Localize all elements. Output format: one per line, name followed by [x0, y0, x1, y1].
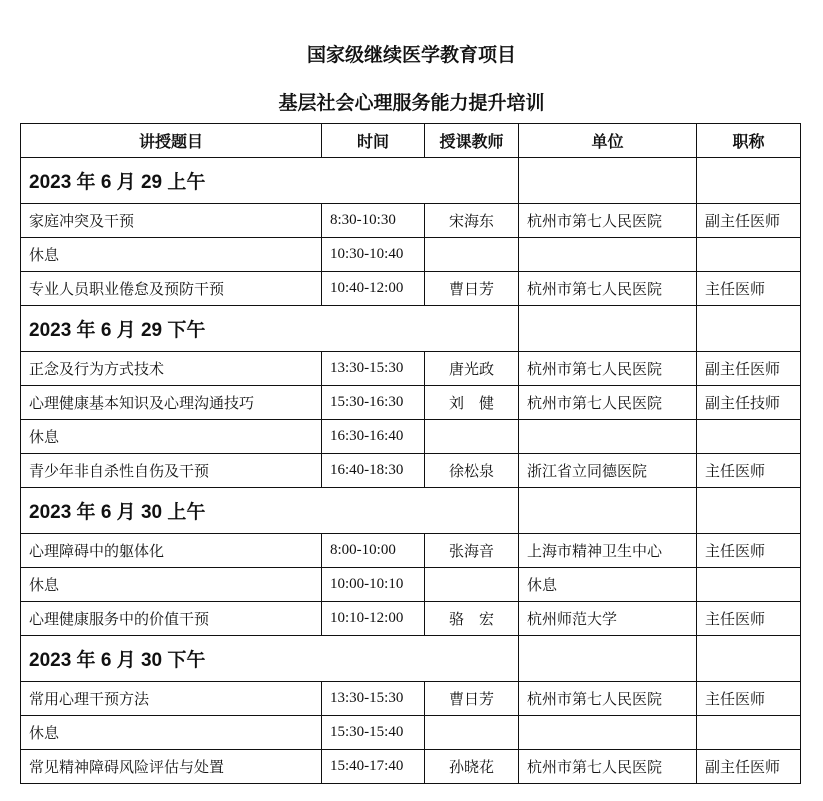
table-row: [21, 420, 801, 454]
job-title-cell: [697, 238, 801, 272]
time-cell: 15:30-15:40: [322, 716, 425, 750]
job-title-cell: 主任医师: [697, 272, 801, 306]
table-row: [21, 568, 801, 602]
table-row: [21, 602, 801, 636]
job-title-cell: [697, 420, 801, 454]
unit-cell: 杭州市第七人民医院: [519, 386, 697, 420]
topic-cell: 家庭冲突及干预: [21, 204, 322, 238]
header-time: 时间: [322, 124, 425, 158]
time-cell: 15:30-16:30: [322, 386, 425, 420]
document-title: 国家级继续医学教育项目: [306, 44, 516, 66]
topic-cell: 休息: [21, 238, 322, 272]
table-row: [21, 682, 801, 716]
job-title-cell: 主任医师: [697, 534, 801, 568]
empty-cell: [697, 488, 801, 534]
section-date: 2023 年 6 月 30 上午: [21, 488, 519, 534]
empty-cell: [519, 636, 697, 682]
time-cell: 8:00-10:00: [322, 534, 425, 568]
unit-cell: 浙江省立同德医院: [519, 454, 697, 488]
teacher-cell: [425, 568, 519, 602]
teacher-cell: 骆 宏: [425, 602, 519, 636]
unit-cell: 杭州市第七人民医院: [519, 352, 697, 386]
time-cell: 10:40-12:00: [322, 272, 425, 306]
job-title-cell: 副主任技师: [697, 386, 801, 420]
empty-cell: [697, 306, 801, 352]
job-title-cell: 副主任医师: [697, 352, 801, 386]
unit-cell: 上海市精神卫生中心: [519, 534, 697, 568]
job-title-cell: 主任医师: [697, 454, 801, 488]
empty-cell: [697, 158, 801, 204]
teacher-cell: 刘 健: [425, 386, 519, 420]
teacher-cell: 宋海东: [425, 204, 519, 238]
time-cell: 10:30-10:40: [322, 238, 425, 272]
time-cell: 10:00-10:10: [322, 568, 425, 602]
job-title-cell: 副主任医师: [697, 204, 801, 238]
section-date: 2023 年 6 月 29 下午: [21, 306, 519, 352]
time-cell: 13:30-15:30: [322, 352, 425, 386]
unit-cell: [519, 716, 697, 750]
teacher-cell: 曹日芳: [425, 272, 519, 306]
empty-cell: [519, 158, 697, 204]
header-topic: 讲授题目: [21, 124, 322, 158]
unit-cell: [519, 420, 697, 454]
time-cell: 10:10-12:00: [322, 602, 425, 636]
unit-cell: 杭州市第七人民医院: [519, 204, 697, 238]
section-date: 2023 年 6 月 30 下午: [21, 636, 519, 682]
table-row: [21, 272, 801, 306]
table-row: [21, 386, 801, 420]
table-row: [21, 750, 801, 784]
topic-cell: 休息: [21, 568, 322, 602]
teacher-cell: [425, 716, 519, 750]
topic-cell: 专业人员职业倦怠及预防干预: [21, 272, 322, 306]
job-title-cell: [697, 568, 801, 602]
table-row: [21, 352, 801, 386]
job-title-cell: 副主任医师: [697, 750, 801, 784]
teacher-cell: 张海音: [425, 534, 519, 568]
topic-cell: 休息: [21, 716, 322, 750]
table-row: [21, 534, 801, 568]
empty-cell: [519, 488, 697, 534]
table-row: [21, 238, 801, 272]
empty-cell: [697, 636, 801, 682]
job-title-cell: [697, 716, 801, 750]
topic-cell: 正念及行为方式技术: [21, 352, 322, 386]
header-title: 职称: [697, 124, 801, 158]
table-row: [21, 716, 801, 750]
section-row: [21, 158, 801, 204]
section-row: [21, 636, 801, 682]
time-cell: 8:30-10:30: [322, 204, 425, 238]
unit-cell: [519, 238, 697, 272]
section-date: 2023 年 6 月 29 上午: [21, 158, 519, 204]
empty-cell: [519, 306, 697, 352]
table-row: [21, 454, 801, 488]
topic-cell: 心理健康服务中的价值干预: [21, 602, 322, 636]
unit-cell: 杭州市第七人民医院: [519, 682, 697, 716]
time-cell: 16:30-16:40: [322, 420, 425, 454]
teacher-cell: 唐光政: [425, 352, 519, 386]
table-header-row: [21, 124, 801, 158]
time-cell: 16:40-18:30: [322, 454, 425, 488]
unit-cell: 休息: [519, 568, 697, 602]
topic-cell: 心理障碍中的躯体化: [21, 534, 322, 568]
teacher-cell: 徐松泉: [425, 454, 519, 488]
schedule-table: [20, 123, 801, 784]
section-row: [21, 306, 801, 352]
teacher-cell: [425, 238, 519, 272]
header-teacher: 授课教师: [425, 124, 519, 158]
header-unit: 单位: [519, 124, 697, 158]
topic-cell: 休息: [21, 420, 322, 454]
unit-cell: 杭州市第七人民医院: [519, 750, 697, 784]
unit-cell: 杭州师范大学: [519, 602, 697, 636]
topic-cell: 青少年非自杀性自伤及干预: [21, 454, 322, 488]
unit-cell: 杭州市第七人民医院: [519, 272, 697, 306]
section-row: [21, 488, 801, 534]
teacher-cell: 孙晓花: [425, 750, 519, 784]
teacher-cell: [425, 420, 519, 454]
table-row: [21, 204, 801, 238]
topic-cell: 常用心理干预方法: [21, 682, 322, 716]
time-cell: 15:40-17:40: [322, 750, 425, 784]
job-title-cell: 主任医师: [697, 602, 801, 636]
document-subtitle: 基层社会心理服务能力提升培训: [278, 92, 545, 114]
topic-cell: 心理健康基本知识及心理沟通技巧: [21, 386, 322, 420]
time-cell: 13:30-15:30: [322, 682, 425, 716]
job-title-cell: 主任医师: [697, 682, 801, 716]
teacher-cell: 曹日芳: [425, 682, 519, 716]
topic-cell: 常见精神障碍风险评估与处置: [21, 750, 322, 784]
